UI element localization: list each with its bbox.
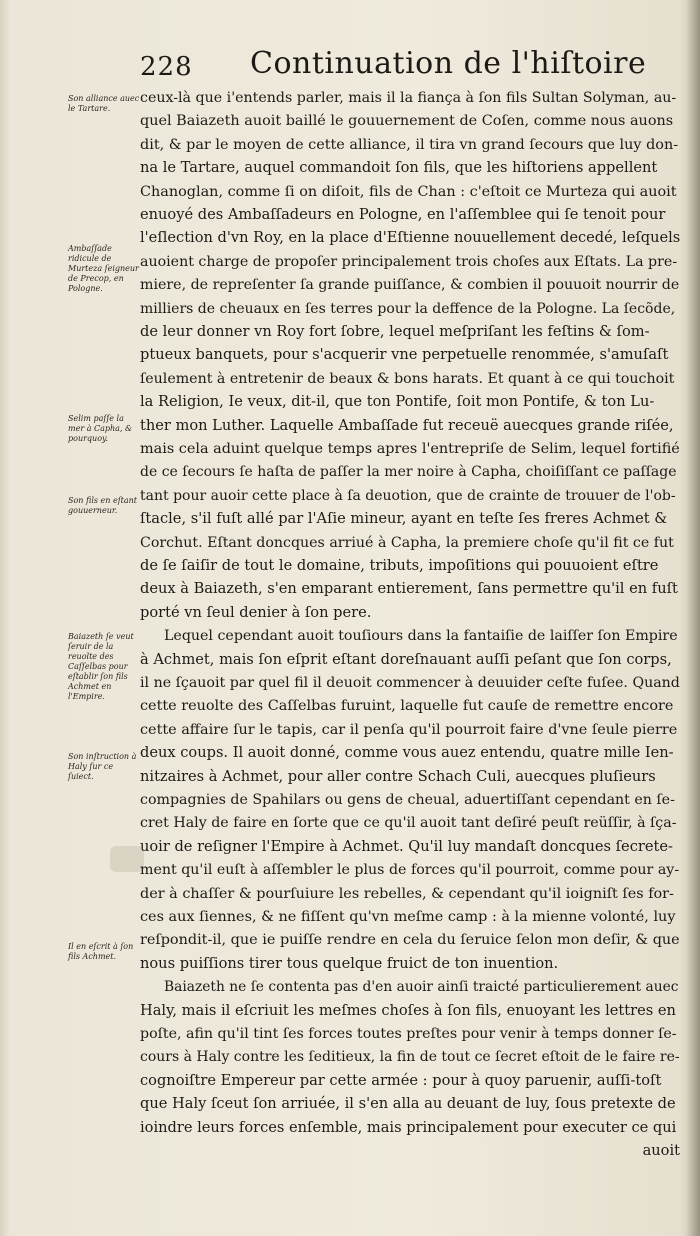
text-line: porté vn ſeul denier à ſon pere. bbox=[140, 603, 372, 621]
text-line: ioindre leurs forces enſemble, mais principalement pour executer ce qui bbox=[140, 1118, 677, 1136]
text-line: Lequel cependant auoit touſiours dans la fantaiſie de laiſſer ſon Empire bbox=[164, 628, 678, 645]
text-line: de ſe ſaiſir de tout le domaine, tributs, impoſitions qui pouuoient eſtre bbox=[140, 557, 659, 574]
text-line: tant pour auoir cette place à ſa deuotion, que de crainte de trouuer de l'ob- bbox=[140, 487, 676, 504]
text-line: poſte, afin qu'il tint ſes forces toutes preſtes pour venir à temps donner ſe- bbox=[140, 1026, 677, 1042]
text-line: uoir de reſigner l'Empire à Achmet. Qu'il luy mandaſt doncques ſecrete- bbox=[140, 837, 673, 855]
text-line: na le Tartare, auquel commandoit ſon fils, que les hiſtoriens appellent bbox=[140, 159, 658, 177]
text-line: der à chaſſer & pourſuiure les rebelles, & cependant qu'il ioigniſt ſes for- bbox=[140, 885, 674, 902]
text-line: enuoyé des Ambaſſadeurs en Pologne, en l'aſſemblee qui ſe tenoit pour bbox=[140, 206, 666, 223]
margin-note: Son alliance auec le Tartare. bbox=[68, 94, 140, 113]
text-line: cours à Haly contre les ſeditieux, la fin de tout ce ſecret eſtoit de le faire re- bbox=[140, 1049, 680, 1066]
text-line: l'eſlection d'vn Roy, en la place d'Eſtienne nouuellement decedé, leſquels bbox=[140, 229, 680, 247]
text-line: à Achmet, mais ſon eſprit eſtant doreſnauant auſſi peſant que ſon corps, bbox=[140, 650, 672, 668]
text-line: nitzaires à Achmet, pour aller contre Schach Culi, auecques pluſieurs bbox=[140, 767, 656, 785]
text-line: de leur donner vn Roy fort ſobre, lequel meſpriſant les feſtins & ſom- bbox=[140, 323, 650, 340]
margin-note: Ambaſſade ridicule de Murteza ſeigneur de Precop, en Pologne. bbox=[68, 244, 139, 293]
text-line: nous puiſſions tirer tous quelque fruict de ton inuention. bbox=[140, 954, 559, 972]
text-line: il ne ſçauoit par quel fil il deuoit commencer à deuuider ceſte fuſee. Quand bbox=[140, 675, 680, 691]
text-line: quel Baiazeth auoit baillé le gouuernement de Coſen, comme nous auons bbox=[140, 113, 674, 130]
text-line: auoient charge de propoſer principalement trois choſes aux Eſtats. La pre- bbox=[140, 253, 678, 270]
text-line: ment qu'il euſt à aſſembler le plus de forces qu'il pourroit, comme pour ay- bbox=[140, 862, 680, 879]
text-line: cognoiſtre Empereur par cette armée : pour à quoy paruenir, auſſi-toſt bbox=[140, 1071, 662, 1089]
text-line: mais cela aduint quelque temps apres l'entrepriſe de Selim, lequel fortifié bbox=[140, 441, 680, 457]
text-line: Corchut. Eſtant doncques arriué à Capha, la premiere choſe qu'il fit ce fut bbox=[140, 534, 674, 551]
text-line: ſeulement à entretenir de beaux & bons harats. Et quant à ce qui touchoit bbox=[140, 370, 675, 387]
text-line: deux à Baiazeth, s'en emparant entierement, ſans permettre qu'il en fuſt bbox=[140, 580, 678, 598]
text-line: auoit bbox=[642, 1142, 680, 1159]
text-line: la Religion, Ie veux, dit-il, que ton Pontife, ſoit mon Pontife, & ton Lu- bbox=[140, 393, 655, 411]
text-line: Chanoglan, comme ſi on diſoit, fils de Chan : c'eſtoit ce Murteza qui auoit bbox=[140, 183, 677, 200]
text-line: Baiazeth ne ſe contenta pas d'en auoir ainſi traicté particulierement auec bbox=[164, 979, 679, 996]
text-line: ces aux ſiennes, & ne fiſſent qu'vn meſme camp : à la mienne volonté, luy bbox=[140, 909, 676, 925]
text-line: reſpondit-il, que ie puiſſe rendre en cela du ſeruice ſelon mon deſir, & que bbox=[140, 932, 680, 949]
running-title: Continuation de l'hiſtoire bbox=[250, 46, 647, 81]
margin-note: Il en eſcrit à ſon fils Achmet. bbox=[68, 942, 134, 961]
text-line: ther mon Luther. Laquelle Ambaſſade fut receuë auecques grande riſée, bbox=[140, 416, 674, 434]
text-line: de ce ſecours ſe haſta de paſſer la mer noire à Capha, choiſiſſant ce paſſage bbox=[140, 464, 677, 481]
text-line: ptueux banquets, pour s'acquerir vne perpetuelle renommée, s'amuſaſt bbox=[140, 346, 669, 364]
text-line: dit, & par le moyen de cette alliance, il tira vn grand ſecours que luy don- bbox=[140, 136, 679, 153]
text-line: Haly, mais il eſcriuit les meſmes choſes à ſon fils, enuoyant les lettres en bbox=[140, 1001, 676, 1019]
page-header bbox=[140, 46, 647, 90]
text-line: cette reuolte des Caſſelbas furuint, laquelle fut cauſe de remettre encore bbox=[140, 698, 674, 715]
margin-note: Selim paſſe la mer à Capha, & pourquoy. bbox=[68, 414, 133, 443]
text-line: que Haly ſceut ſon arriuée, il s'en alla au deuant de luy, ſous pretexte de bbox=[140, 1095, 676, 1113]
text-line: cret Haly de faire en ſorte que ce qu'il auoit tant deſiré peuſt reüſſir, à ſça- bbox=[140, 815, 677, 832]
text-line: ſtacle, s'il fuſt allé par l'Aſie mineur, ayant en teſte ſes freres Achmet & bbox=[140, 510, 668, 528]
text-line: deux coups. Il auoit donné, comme vous auez entendu, quatre mille Ien- bbox=[140, 744, 674, 762]
text-line: milliers de cheuaux en ſes terres pour la deffence de la Pologne. La ſecõde, bbox=[140, 300, 676, 317]
page-number: 228 bbox=[140, 52, 193, 82]
margin-note: Son fils en eſtant gouuerneur. bbox=[68, 496, 138, 515]
text-line: cette affaire ſur le tapis, car il penſa qu'il pourroit faire d'vne ſeule pierre bbox=[140, 721, 678, 738]
margin-notes bbox=[0, 0, 140, 1236]
page-edge-shadow bbox=[686, 0, 700, 1236]
margin-note: Son inſtruction à Haly ſur ce ſuiect. bbox=[68, 752, 137, 781]
text-line: miere, de repreſenter ſa grande puiſſance, & combien il pouuoit nourrir de bbox=[140, 277, 680, 294]
text-line: ceux-là que i'entends parler, mais il la fiança à ſon fils Sultan Solyman, au- bbox=[140, 90, 677, 106]
margin-note: Baiazeth ſe veut ſeruir de la reuolte des Caſſelbas pour eſtablir ſon fils Achmet en l'Empire. bbox=[68, 632, 134, 701]
text-line: compagnies de Spahilars ou gens de cheual, aduertiſſant cependant en ſe- bbox=[140, 792, 675, 808]
